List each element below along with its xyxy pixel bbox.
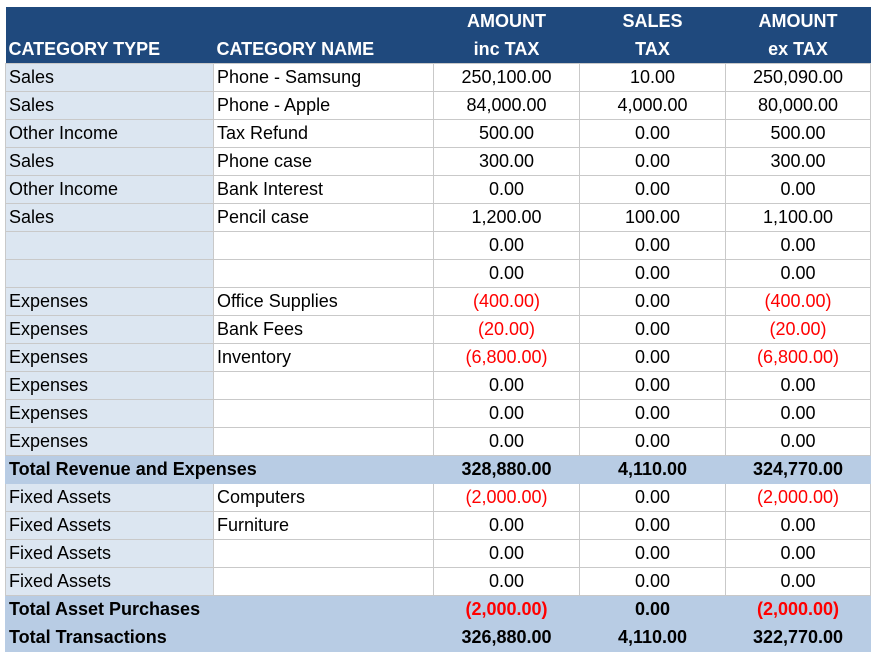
total-amount-inc-tax[interactable]: 328,880.00	[434, 456, 580, 484]
amount-inc-tax-cell[interactable]: 1,200.00	[434, 204, 580, 232]
category-name-cell[interactable]: Phone - Samsung	[214, 64, 434, 92]
header-row	[6, 7, 871, 64]
total-amount-inc-tax[interactable]: (2,000.00)	[434, 596, 580, 624]
category-type-cell[interactable]: Expenses	[6, 344, 214, 372]
table-row	[6, 400, 871, 428]
category-type-cell[interactable]	[6, 232, 214, 260]
category-name-cell[interactable]: Furniture	[214, 512, 434, 540]
sales-tax-cell[interactable]: 0.00	[580, 428, 726, 456]
category-type-cell[interactable]: Expenses	[6, 372, 214, 400]
amount-ex-tax-cell[interactable]: 500.00	[726, 120, 871, 148]
category-type-cell[interactable]: Sales	[6, 64, 214, 92]
amount-inc-tax-cell[interactable]: (6,800.00)	[434, 344, 580, 372]
category-name-cell[interactable]: Phone - Apple	[214, 92, 434, 120]
header-amount-inc-tax[interactable]: AMOUNT inc TAX	[434, 7, 580, 64]
table-row	[6, 232, 871, 260]
total-sales-tax[interactable]: 0.00	[580, 596, 726, 624]
amount-inc-tax-cell[interactable]: 0.00	[434, 232, 580, 260]
amount-inc-tax-cell[interactable]: 500.00	[434, 120, 580, 148]
amount-inc-tax-cell[interactable]: (20.00)	[434, 316, 580, 344]
table-row	[6, 176, 871, 204]
sales-tax-cell[interactable]: 0.00	[580, 484, 726, 512]
amount-ex-tax-cell[interactable]: 0.00	[726, 260, 871, 288]
header-amount-ex-tax[interactable]: AMOUNT ex TAX	[726, 7, 871, 64]
total-revenue-row	[6, 456, 871, 484]
category-name-cell[interactable]	[214, 568, 434, 596]
total-sales-tax[interactable]: 4,110.00	[580, 624, 726, 652]
sales-tax-cell[interactable]: 4,000.00	[580, 92, 726, 120]
amount-ex-tax-cell[interactable]: 80,000.00	[726, 92, 871, 120]
category-type-cell[interactable]: Expenses	[6, 316, 214, 344]
sales-tax-cell[interactable]: 10.00	[580, 64, 726, 92]
amount-ex-tax-cell[interactable]: 0.00	[726, 512, 871, 540]
table-row	[6, 64, 871, 92]
sales-tax-cell[interactable]: 0.00	[580, 288, 726, 316]
amount-inc-tax-cell[interactable]: 0.00	[434, 540, 580, 568]
table-row	[6, 288, 871, 316]
amount-inc-tax-cell[interactable]: 84,000.00	[434, 92, 580, 120]
category-name-cell[interactable]: Phone case	[214, 148, 434, 176]
category-type-cell[interactable]: Expenses	[6, 400, 214, 428]
amount-inc-tax-cell[interactable]: 0.00	[434, 260, 580, 288]
table-row	[6, 428, 871, 456]
amount-ex-tax-cell[interactable]: 300.00	[726, 148, 871, 176]
table-row	[6, 120, 871, 148]
total-transactions-row	[6, 624, 871, 652]
category-name-cell[interactable]	[214, 232, 434, 260]
category-name-cell[interactable]	[214, 400, 434, 428]
sales-tax-cell[interactable]: 0.00	[580, 260, 726, 288]
table-row	[6, 316, 871, 344]
category-type-cell[interactable]: Fixed Assets	[6, 512, 214, 540]
amount-ex-tax-cell[interactable]: (400.00)	[726, 288, 871, 316]
sales-tax-cell[interactable]: 0.00	[580, 316, 726, 344]
amount-ex-tax-cell[interactable]: 0.00	[726, 232, 871, 260]
category-type-cell[interactable]	[6, 260, 214, 288]
amount-ex-tax-cell[interactable]: 0.00	[726, 176, 871, 204]
amount-ex-tax-cell[interactable]: 1,100.00	[726, 204, 871, 232]
total-label[interactable]: Total Asset Purchases	[6, 596, 434, 624]
table-row	[6, 344, 871, 372]
transactions-sheet	[5, 7, 870, 652]
category-name-cell[interactable]: Computers	[214, 484, 434, 512]
total-amount-inc-tax[interactable]: 326,880.00	[434, 624, 580, 652]
sales-tax-cell[interactable]: 0.00	[580, 148, 726, 176]
table-row	[6, 372, 871, 400]
amount-inc-tax-cell[interactable]: 0.00	[434, 176, 580, 204]
category-type-cell[interactable]: Other Income	[6, 120, 214, 148]
table-row	[6, 92, 871, 120]
sales-tax-cell[interactable]: 0.00	[580, 568, 726, 596]
table-row	[6, 148, 871, 176]
category-name-cell[interactable]	[214, 428, 434, 456]
amount-inc-tax-cell[interactable]: 0.00	[434, 372, 580, 400]
category-type-cell[interactable]: Expenses	[6, 428, 214, 456]
total-amount-ex-tax[interactable]: 322,770.00	[726, 624, 871, 652]
header-sales-tax[interactable]: SALES TAX	[580, 7, 726, 64]
category-type-cell[interactable]: Fixed Assets	[6, 484, 214, 512]
total-sales-tax[interactable]: 4,110.00	[580, 456, 726, 484]
amount-ex-tax-cell[interactable]: 0.00	[726, 568, 871, 596]
amount-ex-tax-cell[interactable]: 0.00	[726, 372, 871, 400]
table-row	[6, 568, 871, 596]
sales-tax-cell[interactable]: 0.00	[580, 400, 726, 428]
category-name-cell[interactable]	[214, 260, 434, 288]
table-header	[6, 7, 871, 64]
category-type-cell[interactable]: Sales	[6, 204, 214, 232]
sales-tax-cell[interactable]: 0.00	[580, 176, 726, 204]
sales-tax-cell[interactable]: 0.00	[580, 232, 726, 260]
amount-ex-tax-cell[interactable]: (2,000.00)	[726, 484, 871, 512]
sales-tax-cell[interactable]: 100.00	[580, 204, 726, 232]
amount-inc-tax-cell[interactable]: 0.00	[434, 568, 580, 596]
amount-inc-tax-cell[interactable]: 0.00	[434, 428, 580, 456]
amount-ex-tax-cell[interactable]: 250,090.00	[726, 64, 871, 92]
total-label[interactable]: Total Revenue and Expenses	[6, 456, 434, 484]
category-name-cell[interactable]	[214, 372, 434, 400]
header-category-type[interactable]: CATEGORY TYPE	[6, 7, 214, 64]
category-name-cell[interactable]	[214, 540, 434, 568]
table-row	[6, 484, 871, 512]
sales-tax-cell[interactable]: 0.00	[580, 372, 726, 400]
table-row	[6, 204, 871, 232]
category-name-cell[interactable]: Bank Interest	[214, 176, 434, 204]
category-type-cell[interactable]: Sales	[6, 92, 214, 120]
transactions-table	[5, 7, 871, 652]
total-amount-ex-tax[interactable]: (2,000.00)	[726, 596, 871, 624]
amount-inc-tax-cell[interactable]: (400.00)	[434, 288, 580, 316]
amount-inc-tax-cell[interactable]: 0.00	[434, 512, 580, 540]
amount-ex-tax-cell[interactable]: 0.00	[726, 428, 871, 456]
amount-inc-tax-cell[interactable]: 250,100.00	[434, 64, 580, 92]
total-amount-ex-tax[interactable]: 324,770.00	[726, 456, 871, 484]
sales-tax-cell[interactable]: 0.00	[580, 540, 726, 568]
sales-tax-cell[interactable]: 0.00	[580, 512, 726, 540]
category-type-cell[interactable]: Sales	[6, 148, 214, 176]
amount-inc-tax-cell[interactable]: 0.00	[434, 400, 580, 428]
amount-ex-tax-cell[interactable]: 0.00	[726, 540, 871, 568]
amount-ex-tax-cell[interactable]: (20.00)	[726, 316, 871, 344]
category-type-cell[interactable]: Expenses	[6, 288, 214, 316]
category-name-cell[interactable]: Bank Fees	[214, 316, 434, 344]
category-name-cell[interactable]: Office Supplies	[214, 288, 434, 316]
category-name-cell[interactable]: Pencil case	[214, 204, 434, 232]
table-row	[6, 540, 871, 568]
category-name-cell[interactable]: Inventory	[214, 344, 434, 372]
sales-tax-cell[interactable]: 0.00	[580, 344, 726, 372]
sales-tax-cell[interactable]: 0.00	[580, 120, 726, 148]
header-category-name[interactable]: CATEGORY NAME	[214, 7, 434, 64]
table-row	[6, 512, 871, 540]
total-assets-row	[6, 596, 871, 624]
amount-inc-tax-cell[interactable]: (2,000.00)	[434, 484, 580, 512]
category-type-cell[interactable]: Fixed Assets	[6, 540, 214, 568]
table-body	[6, 64, 871, 652]
category-type-cell[interactable]: Fixed Assets	[6, 568, 214, 596]
amount-ex-tax-cell[interactable]: 0.00	[726, 400, 871, 428]
table-row	[6, 260, 871, 288]
category-name-cell[interactable]: Tax Refund	[214, 120, 434, 148]
total-label[interactable]: Total Transactions	[6, 624, 434, 652]
amount-ex-tax-cell[interactable]: (6,800.00)	[726, 344, 871, 372]
amount-inc-tax-cell[interactable]: 300.00	[434, 148, 580, 176]
category-type-cell[interactable]: Other Income	[6, 176, 214, 204]
